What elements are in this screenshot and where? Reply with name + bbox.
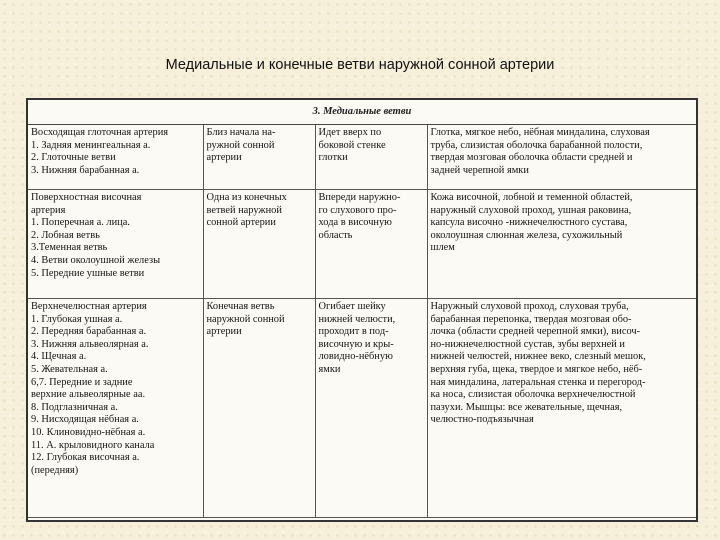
area-text: задней черепной ямки [430,164,529,176]
course-text: хода в височную [318,217,392,229]
sub-branch: 3.Теменная ветвь [31,242,108,254]
sub-branch: 12. Глубокая височная а. [31,452,140,464]
area-text: наружный слуховой проход, ушная раковина, [430,204,632,216]
course-text: глотки [318,152,348,164]
origin-text: наружной сонной [206,313,285,325]
sub-branch: 5. Передние ушные ветви [31,267,145,279]
area-text: Наружный слуховой проход, слуховая труба, [430,301,629,312]
course-text: го слухового про- [318,204,397,216]
area-text: Глотка, мягкое небо, нёбная миндалина, слуховая [430,127,650,138]
area-text: ная миндалина, латеральная стенка и перегород- [430,376,646,388]
arteries-table [26,98,698,522]
branch-cell [28,125,203,190]
table-row [28,125,696,190]
area-text: капсула височно -нижнечелюстного сустава, [430,217,628,229]
branch-cell [28,299,203,518]
sub-branch: 6,7. Передние и задние [31,376,133,388]
sub-branch: 4. Щечная а. [31,351,87,363]
area-text: твердая мозговая оболочка области средней и [430,152,633,164]
sub-branch: 2. Передняя барабанная а. [31,326,147,338]
area-cell [427,299,696,518]
origin-text: Одна из конечных [206,192,287,203]
course-text: боковой стенке [318,139,386,151]
branches-grid [28,125,696,518]
sub-branch: 5. Жевательная а. [31,363,108,375]
origin-text: сонной артерии [206,217,276,229]
branch-cell [28,190,203,299]
course-text: височную и кры- [318,338,394,350]
table-row [28,299,696,518]
course-text: Идет вверх по [318,127,382,138]
sub-branch: 4. Ветви околоушной железы [31,254,161,266]
slide-title: Медиальные и конечные ветви наружной сонной артерии [165,57,555,73]
area-cell [427,190,696,299]
branch-name: артерия [31,204,66,216]
area-text: пазухи. Мышцы: все жевательные, щечная, [430,401,623,413]
course-text: Впереди наружно- [318,192,401,203]
origin-text: Конечная ветвь [206,301,275,312]
area-cell [427,125,696,190]
course-text: область [318,229,353,241]
sub-branch: 10. Клиновидно-нёбная а. [31,426,146,438]
area-text: Кожа височной, лобной и теменной областей, [430,192,633,203]
sub-branch: верхние альвеолярные аа. [31,389,146,401]
course-text: проходит в под- [318,326,389,338]
sub-branch: 8. Подглазничная а. [31,401,118,413]
area-text: околоушная слюнная железа, сухожильный [430,229,623,241]
area-text: барабанная перепонка, твердая мозговая обо- [430,313,632,325]
origin-text: артерии [206,326,242,338]
sub-branch: 2. Глоточные ветви [31,152,116,164]
area-text: нижней челюстей, нижнее веко, слезный мешок, [430,351,646,363]
area-text: труба, слизистая оболочка барабанной полости, [430,139,643,151]
sub-branch: 1. Глубокая ушная а. [31,313,123,325]
course-text: Огибает шейку [318,301,386,312]
sub-branch: 1. Поперечная а. лица. [31,217,130,229]
origin-cell [203,125,315,190]
course-cell [315,190,427,299]
course-cell [315,299,427,518]
course-text: нижней челюсти, [318,313,396,325]
sub-branch: 3. Нижняя барабанная а. [31,164,140,176]
area-text: но-нижнечелюстной сустав, зубы верхней и [430,338,625,350]
origin-cell [203,299,315,518]
origin-cell [203,190,315,299]
course-cell [315,125,427,190]
course-text: ямки [318,363,341,375]
sub-branch: 3. Нижняя альвеолярная а. [31,338,149,350]
area-text: челюстно-подъязычная [430,414,534,426]
sub-branch: 11. А. крыловидного канала [31,439,155,451]
branch-name: Поверхностная височная [31,192,142,203]
area-text: шлем [430,242,455,254]
section-header: 3. Медиальные ветви [28,100,696,125]
area-text: лочка (области средней черепной ямки), височ- [430,326,641,338]
sub-branch: 9. Нисходящая нёбная а. [31,414,139,426]
table-row [28,190,696,299]
sub-branch: 1. Задняя менингеальная а. [31,139,151,151]
branch-name: Верхнечелюстная артерия [31,301,147,312]
course-text: ловидно-нёбную [318,351,393,363]
table-body [28,125,696,518]
origin-text: Близ начала на- [206,127,276,138]
origin-text: ветвей наружной [206,204,282,216]
sub-branch: 2. Лобная ветвь [31,229,100,241]
origin-text: ружной сонной [206,139,275,151]
area-text: верхняя губа, щека, твердое и мягкое небо, нёб- [430,363,643,375]
sub-branch: (передняя) [31,464,79,476]
branch-name: Восходящая глоточная артерия [31,127,169,138]
origin-text: артерии [206,152,242,164]
area-text: ка носа, слизистая оболочка верхнечелюстной [430,389,636,401]
